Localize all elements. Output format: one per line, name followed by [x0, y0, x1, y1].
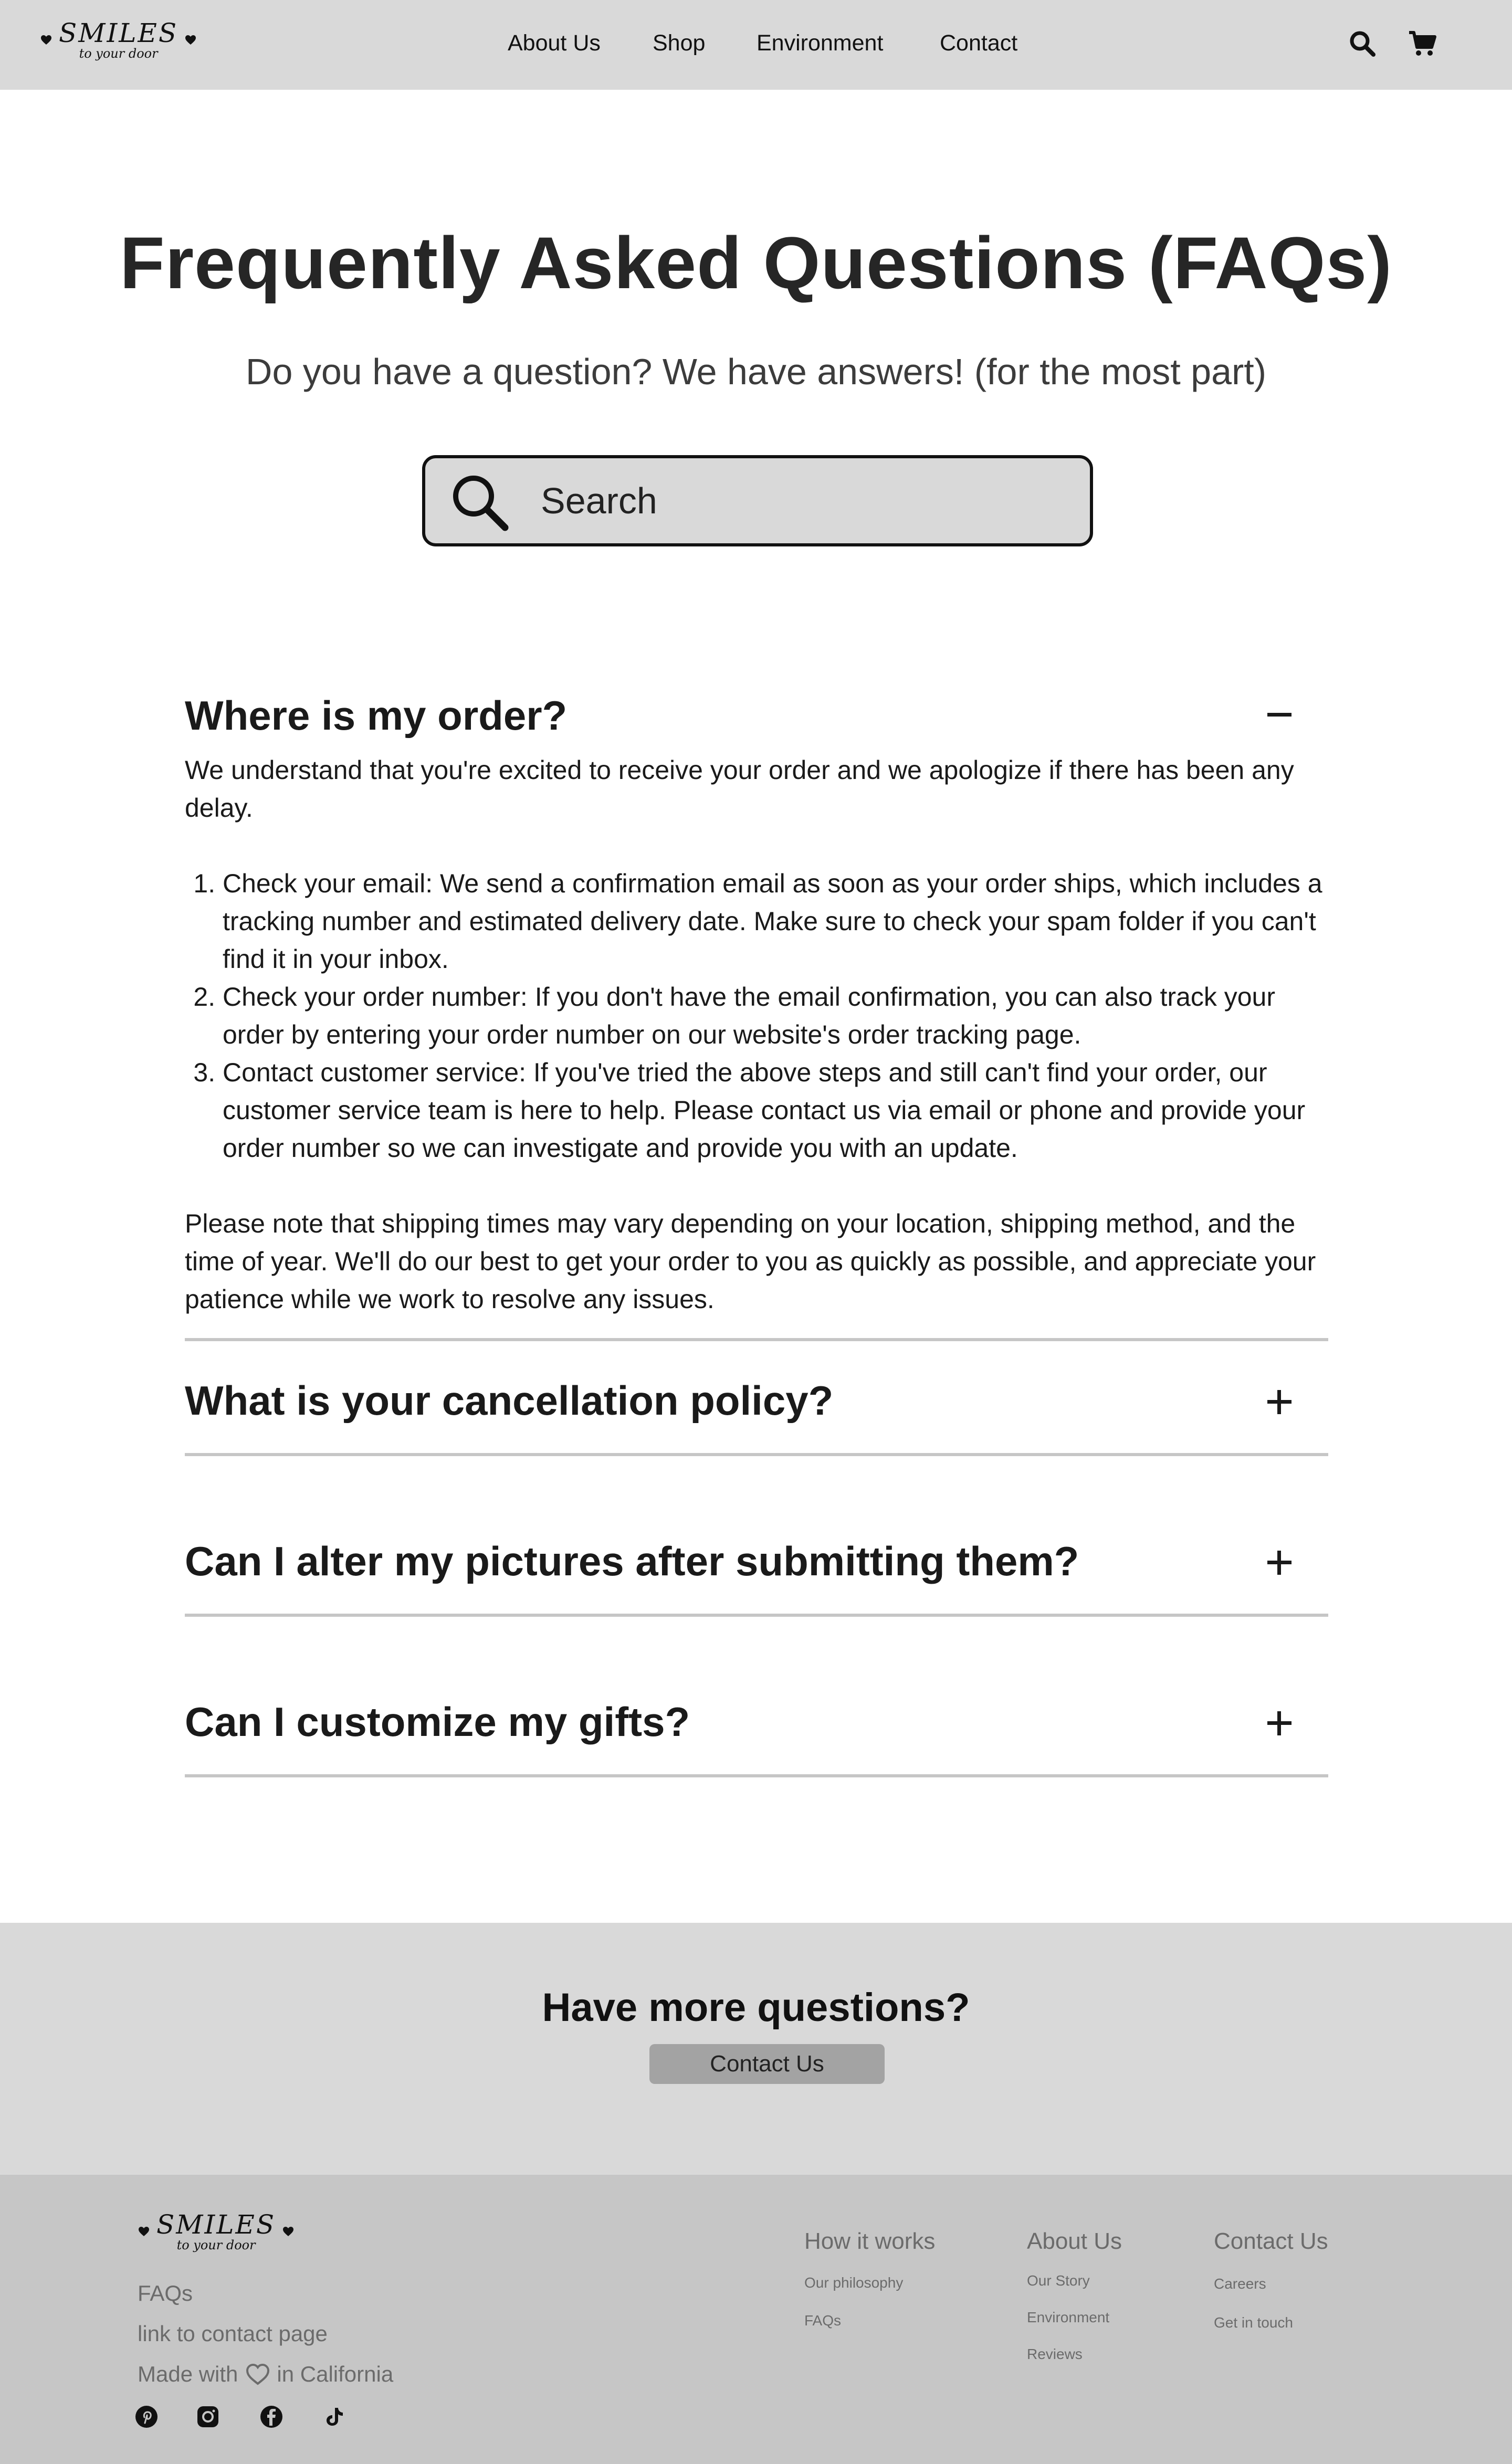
made-with-text: Made with — [138, 2362, 238, 2386]
pinterest-icon[interactable] — [134, 2405, 159, 2429]
footer-heading-about-us[interactable]: About Us — [1027, 2228, 1122, 2254]
divider — [185, 1338, 1328, 1341]
contact-us-button[interactable]: Contact Us — [649, 2044, 885, 2084]
footer-link-contact-page[interactable]: link to contact page — [138, 2321, 328, 2346]
footer-link-careers[interactable]: Careers — [1214, 2276, 1266, 2292]
nav-shop[interactable]: Shop — [653, 30, 706, 56]
footer-link-get-in-touch[interactable]: Get in touch — [1214, 2314, 1293, 2331]
minus-icon[interactable] — [1260, 696, 1298, 734]
plus-icon[interactable] — [1260, 1704, 1298, 1742]
search-icon[interactable] — [1347, 28, 1379, 60]
faq-answer — [185, 751, 1327, 1318]
divider — [185, 1453, 1328, 1456]
faq-question-cancellation[interactable]: What is your cancellation policy? — [185, 1377, 834, 1424]
list-item: 2. Check your order number: If you don't have the email confirmation, you can also track your order by entering your order number on our website's order tracking page. — [223, 978, 1327, 1054]
footer-heading-contact-us[interactable]: Contact Us — [1214, 2228, 1328, 2254]
logo-brand: SMILES — [156, 2209, 276, 2240]
site-header — [0, 0, 1512, 90]
footer-link-faqs-2[interactable]: FAQs — [804, 2312, 842, 2329]
footer-link-reviews[interactable]: Reviews — [1027, 2346, 1083, 2362]
heart-icon — [138, 2225, 150, 2238]
made-with-love — [138, 2362, 393, 2387]
logo-brand: SMILES — [59, 18, 178, 48]
divider — [185, 1774, 1328, 1777]
page-title: Frequently Asked Questions (FAQs) — [120, 222, 1392, 304]
page-subtitle: Do you have a question? We have answers! (for the most part) — [245, 351, 1267, 392]
footer-logo[interactable] — [138, 2209, 295, 2252]
nav-contact[interactable]: Contact — [940, 30, 1018, 56]
faq-question-where-is-my-order[interactable]: Where is my order? — [185, 692, 568, 739]
faq-question-customize-gifts[interactable]: Can I customize my gifts? — [185, 1699, 690, 1745]
list-item: 1. Check your email: We send a confirmation email as soon as your order ships, which includes a tracking number and estimated delivery date. Make sure to check your spam folder if you can't find it in your inbox. — [223, 865, 1327, 978]
faq-answer-intro: We understand that you're excited to receive your order and we apologize if there has been any delay. — [185, 755, 1294, 823]
footer-heading-how-it-works[interactable]: How it works — [804, 2228, 936, 2254]
footer-link-our-philosophy[interactable]: Our philosophy — [804, 2275, 904, 2291]
nav-environment[interactable]: Environment — [757, 30, 884, 56]
nav-about-us[interactable]: About Us — [508, 30, 601, 56]
plus-icon[interactable] — [1260, 1383, 1298, 1421]
plus-icon[interactable] — [1260, 1544, 1298, 1582]
cta-title: Have more questions? — [542, 1985, 970, 2030]
made-in-text: in California — [277, 2362, 394, 2386]
site-footer — [0, 2175, 1512, 2464]
instagram-icon[interactable] — [196, 2405, 220, 2429]
logo-tagline: to your door — [79, 46, 158, 61]
heart-icon — [282, 2225, 295, 2238]
more-questions-section — [0, 1923, 1512, 2175]
divider — [185, 1614, 1328, 1617]
search-input[interactable] — [541, 477, 1066, 524]
facebook-icon[interactable] — [259, 2405, 284, 2429]
list-item: 3. Contact customer service: If you've tried the above steps and still can't find your order, our customer service team is here to help. Please contact us via email or phone and provide your order number so we can investigate and provide you with an update. — [223, 1054, 1327, 1167]
faq-question-alter-pictures[interactable]: Can I alter my pictures after submitting them? — [185, 1538, 1079, 1584]
heart-outline-icon — [245, 2363, 270, 2386]
faq-search — [422, 455, 1093, 546]
search-icon — [448, 471, 511, 534]
tiktok-icon[interactable] — [322, 2405, 346, 2429]
faq-answer-steps — [185, 865, 1327, 1167]
footer-link-faqs[interactable]: FAQs — [138, 2281, 193, 2305]
logo-tagline: to your door — [176, 2238, 256, 2252]
faq-answer-outro: Please note that shipping times may vary depending on your location, shipping method, and the time of year. We'll do our best to get your order to you as quickly as possible, and appreciate your patience while we work to resolve any issues. — [185, 1209, 1316, 1314]
footer-link-our-story[interactable]: Our Story — [1027, 2272, 1090, 2289]
footer-link-environment[interactable]: Environment — [1027, 2309, 1110, 2325]
main-nav — [0, 30, 1512, 60]
cart-icon[interactable] — [1407, 28, 1438, 60]
